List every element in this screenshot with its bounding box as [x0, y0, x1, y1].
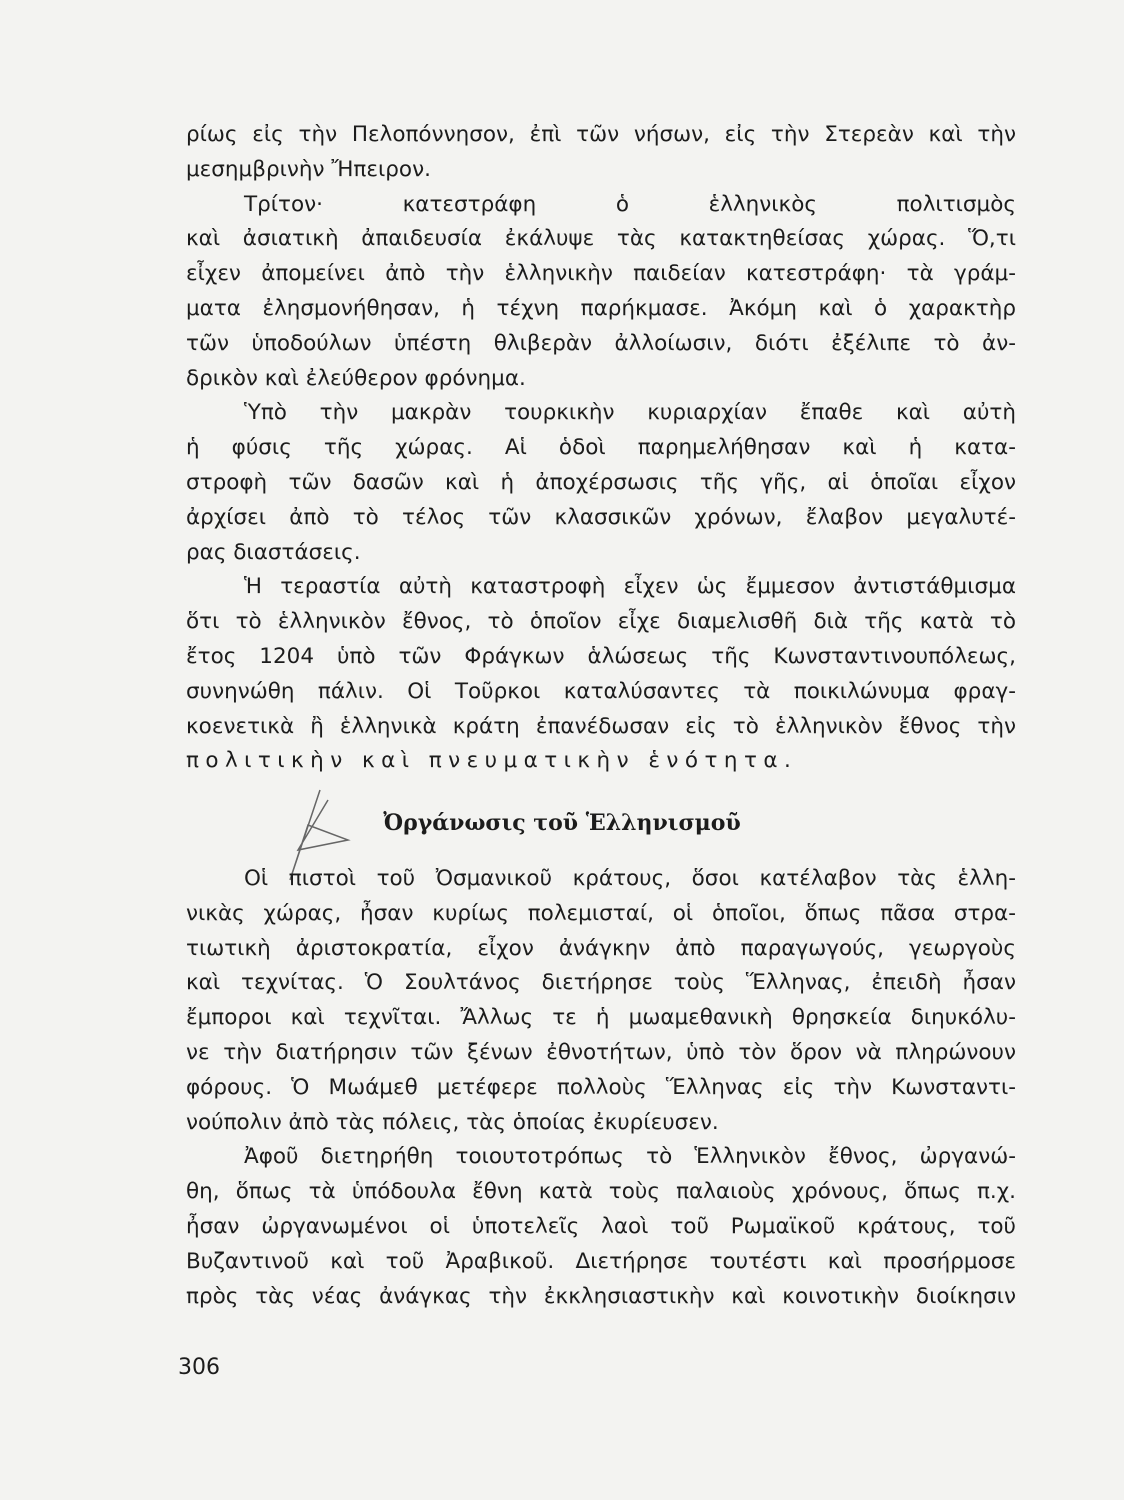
body-text-top [186, 118, 1016, 779]
text-line: συνηνώθη πάλιν. Οἱ Τοῦρκοι καταλύσαντες τὰ ποικιλώνυμα φραγ- [186, 678, 1016, 704]
text-line: ρίως εἰς τὴν Πελοπόννησον, ἐπὶ τῶν νήσων, εἰς τὴν Στερεὰν καὶ τὴν [186, 122, 1016, 147]
text-line: εἶχεν ἀπομείνει ἀπὸ τὴν ἑλληνικὴν παιδείαν κατεστράφη· τὰ γράμ- [186, 261, 1016, 287]
text-line: θη, ὅπως τὰ ὑπόδουλα ἔθνη κατὰ τοὺς παλαιοὺς χρόνους, ὅπως π.χ. [186, 1179, 1016, 1205]
text-line: ἦσαν ὠργανωμένοι οἱ ὑποτελεῖς λαοὶ τοῦ Ρωμαϊκοῦ κράτους, τοῦ [186, 1213, 1016, 1239]
text-line: τιωτικὴ ἀριστοκρατία, εἶχον ἀνάγκην ἀπὸ παραγωγούς, γεωργοὺς [186, 935, 1016, 961]
text-line: φόρους. Ὁ Μωάμεθ μετέφερε πολλοὺς Ἕλληνας εἰς τὴν Κωνσταντι- [186, 1074, 1016, 1100]
text-line: ἡ φύσις τῆς χώρας. Αἱ ὁδοὶ παρημελήθησαν καὶ ἡ κατα- [186, 435, 1016, 461]
text-line: κοενετικὰ ἢ ἑλληνικὰ κράτη ἐπανέδωσαν εἰς τὸ ἑλληνικὸν ἔθνος τὴν [186, 713, 1016, 739]
text-line: δρικὸν καὶ ἐλεύθερον φρόνημα. [186, 365, 526, 391]
text-line: καὶ ἀσιατικὴ ἀπαιδευσία ἐκάλυψε τὰς κατακτηθείσας χώρας. Ὅ,τι [186, 226, 1016, 252]
text-line: ἔτος 1204 ὑπὸ τῶν Φράγκων ἁλώσεως τῆς Κωνσταντινουπόλεως, [186, 643, 1016, 669]
section-heading: Ὀργάνωσις τοῦ Ἑλληνισμοῦ [383, 810, 741, 836]
text-line: Τρίτον· κατεστράφη ὁ ἑλληνικὸς πολιτισμὸς [244, 191, 1016, 217]
text-line: μεσημβρινὴν Ἤπειρον. [186, 156, 431, 182]
text-line: πρὸς τὰς νέας ἀνάγκας τὴν ἐκκλησιαστικὴν καὶ κοινοτικὴν διοίκησιν [186, 1283, 1016, 1309]
text-line: νικὰς χώρας, ἦσαν κυρίως πολεμισταί, οἱ ὁποῖοι, ὅπως πᾶσα στρα- [186, 900, 1016, 926]
text-line [186, 188, 1016, 223]
body-text-bottom [186, 862, 1016, 1314]
text-line: Ὑπὸ τὴν μακρὰν τουρκικὴν κυριαρχίαν ἔπαθε καὶ αὐτὴ [244, 400, 1016, 426]
text-line: ὅτι τὸ ἑλληνικὸν ἔθνος, τὸ ὁποῖον εἶχε διαμελισθῆ διὰ τῆς κατὰ τὸ [186, 609, 1016, 635]
text-line: Οἱ πιστοὶ τοῦ Ὀσμανικοῦ κράτους, ὅσοι κατέλαβον τὰς ἑλλη- [244, 866, 1016, 891]
text-line: ἔμποροι καὶ τεχνῖται. Ἄλλως τε ἡ μωαμεθανικὴ θρησκεία διηυκόλυ- [186, 1005, 1016, 1031]
text-line: Ἡ τεραστία αὐτὴ καταστροφὴ εἶχεν ὡς ἔμμεσον ἀντιστάθμισμα [244, 574, 1016, 600]
page-number: 306 [178, 1355, 220, 1380]
text-line: στροφὴ τῶν δασῶν καὶ ἡ ἀποχέρσωσις τῆς γῆς, αἱ ὁποῖαι εἶχον [186, 469, 1016, 495]
text-line: τῶν ὑποδούλων ὑπέστη θλιβερὰν ἀλλοίωσιν, διότι ἐξέλιπε τὸ ἀν- [186, 330, 1016, 356]
text-line: Ἀφοῦ διετηρήθη τοιουτοτρόπως τὸ Ἑλληνικὸν ἔθνος, ὠργανώ- [244, 1144, 1016, 1170]
text-line: ρας διαστάσεις. [186, 539, 361, 565]
text-line: νε τὴν διατήρησιν τῶν ξένων ἐθνοτήτων, ὑπὸ τὸν ὅρον νὰ πληρώνουν [186, 1039, 1016, 1065]
text-line: πολιτικὴν καὶ πνευματικὴν ἑνότητα. [186, 748, 798, 774]
text-line: νούπολιν ἀπὸ τὰς πόλεις, τὰς ὁποίας ἐκυρίευσεν. [186, 1109, 719, 1135]
text-line: καὶ τεχνίτας. Ὁ Σουλτάνος διετήρησε τοὺς Ἕλληνας, ἐπειδὴ ἦσαν [186, 970, 1016, 996]
text-line: ἀρχίσει ἀπὸ τὸ τέλος τῶν κλασσικῶν χρόνων, ἔλαβον μεγαλυτέ- [186, 504, 1016, 530]
text-line: ματα ἐλησμονήθησαν, ἡ τέχνη παρήκμασε. Ἀκόμη καὶ ὁ χαρακτὴρ [186, 295, 1016, 321]
text-line: Βυζαντινοῦ καὶ τοῦ Ἀραβικοῦ. Διετήρησε τουτέστι καὶ προσήρμοσε [186, 1248, 1016, 1274]
